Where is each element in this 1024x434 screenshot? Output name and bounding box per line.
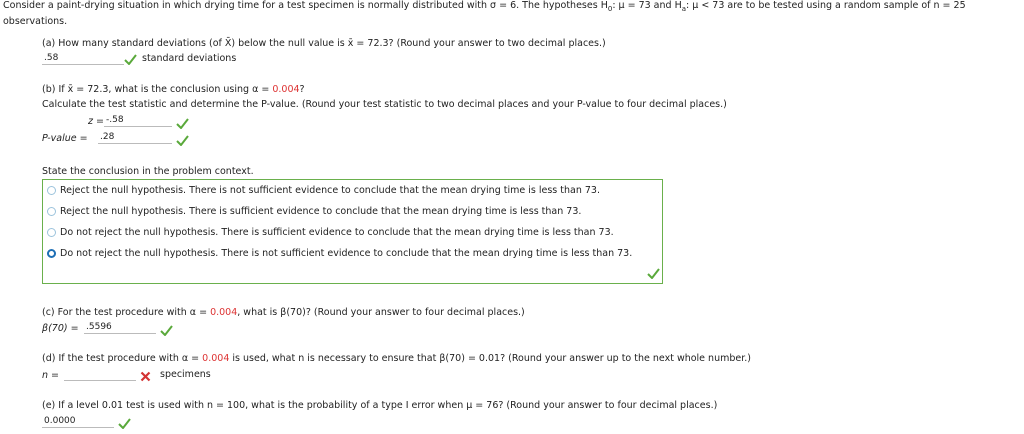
check-icon bbox=[160, 325, 173, 336]
check-icon bbox=[176, 118, 189, 129]
beta-input[interactable]: .5596 bbox=[84, 321, 156, 334]
part-c-alpha: 0.004 bbox=[210, 307, 238, 318]
part-a-question: (a) How many standard deviations (of X̄) below the null value is x̄ = 72.3? (Round your answer to two decimal places.) bbox=[42, 38, 606, 49]
intro-text-2: : μ = 73 and H bbox=[612, 0, 682, 11]
n-input[interactable] bbox=[64, 368, 136, 381]
part-d-question bbox=[42, 353, 751, 365]
z-value-input[interactable]: -.58 bbox=[104, 114, 172, 127]
part-b-question-end: ? bbox=[299, 84, 305, 95]
p-value-label: P-value = bbox=[42, 133, 88, 144]
part-e-answer-input[interactable]: 0.0000 bbox=[42, 415, 114, 428]
radio-button-selected[interactable] bbox=[47, 249, 56, 258]
part-d-question-text: (d) If the test procedure with α = bbox=[42, 353, 203, 364]
part-d-alpha: 0.004 bbox=[202, 353, 230, 364]
part-d-unit: specimens bbox=[160, 369, 211, 380]
beta-label: β(70) = bbox=[42, 323, 79, 334]
check-icon bbox=[124, 54, 137, 65]
radio-button[interactable] bbox=[47, 207, 56, 216]
part-c-question bbox=[42, 307, 525, 319]
option-label: Reject the null hypothesis. There is sufficient evidence to conclude that the mean drying time is less than 73. bbox=[60, 206, 582, 217]
intro-text-3: : μ < 73 are to be tested using a random sample of n = 25 bbox=[686, 0, 966, 11]
subscript-0: 0 bbox=[607, 4, 613, 13]
option-label: Do not reject the null hypothesis. There is not sufficient evidence to conclude that the mean drying time is less than 73. bbox=[60, 248, 633, 259]
subscript-a: a bbox=[681, 4, 687, 13]
radio-button[interactable] bbox=[47, 228, 56, 237]
part-e-question: (e) If a level 0.01 test is used with n = 100, what is the probability of a type I error when μ = 76? (Round your answer to four decimal places.) bbox=[42, 400, 718, 411]
problem-intro-cont: observations. bbox=[3, 16, 68, 27]
part-a-answer-input[interactable]: .58 bbox=[42, 52, 124, 65]
part-b-alpha: 0.004 bbox=[272, 84, 300, 95]
conclusion-prompt: State the conclusion in the problem context. bbox=[42, 166, 254, 177]
check-icon bbox=[176, 135, 189, 146]
conclusion-choices bbox=[42, 179, 663, 284]
part-d-question-end: is used, what n is necessary to ensure that β(70) = 0.01? (Round your answer up to the next whole number.) bbox=[229, 353, 751, 364]
x-mark-icon bbox=[140, 371, 151, 382]
n-label: n = bbox=[42, 370, 60, 381]
check-icon bbox=[118, 418, 131, 429]
part-b-question-text: (b) If x̄ = 72.3, what is the conclusion using α = bbox=[42, 84, 273, 95]
z-label: z = bbox=[88, 116, 104, 127]
part-b-instruction: Calculate the test statistic and determine the P-value. (Round your test statistic to two decimal places and your P-value to four decimal places.) bbox=[42, 99, 727, 110]
part-c-question-text: (c) For the test procedure with α = bbox=[42, 307, 211, 318]
part-a-unit: standard deviations bbox=[142, 53, 237, 64]
part-b-question bbox=[42, 84, 305, 96]
check-icon bbox=[647, 268, 660, 279]
radio-button[interactable] bbox=[47, 186, 56, 195]
p-value-input[interactable]: .28 bbox=[98, 131, 172, 144]
option-label: Reject the null hypothesis. There is not sufficient evidence to conclude that the mean drying time is less than 73. bbox=[60, 185, 600, 196]
problem-intro bbox=[3, 0, 966, 15]
option-label: Do not reject the null hypothesis. There is sufficient evidence to conclude that the mean drying time is less than 73. bbox=[60, 227, 614, 238]
intro-text-1: Consider a paint-drying situation in which drying time for a test specimen is normally distributed with σ = 6. The hypotheses H bbox=[3, 0, 608, 11]
part-c-question-end: , what is β(70)? (Round your answer to four decimal places.) bbox=[237, 307, 525, 318]
